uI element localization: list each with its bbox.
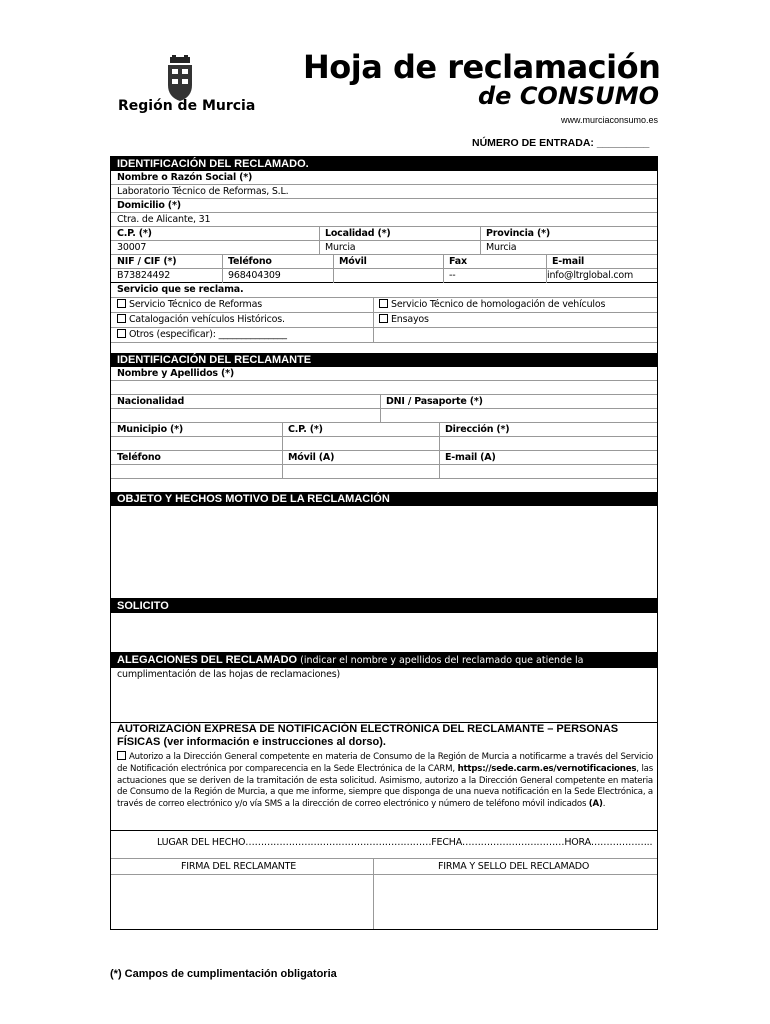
cp-label: C.P. (*) [117, 228, 152, 239]
claimant-cp-label: C.P. (*) [288, 424, 323, 435]
locality-value[interactable]: Murcia [325, 242, 356, 253]
service-option[interactable]: Ensayos [379, 314, 429, 325]
solicito-textarea[interactable] [111, 613, 657, 653]
cp-value[interactable]: 30007 [117, 242, 147, 253]
mobile-label: Móvil [339, 256, 367, 267]
authorization-title: AUTORIZACIÓN EXPRESA DE NOTIFICACIÓN ELECTRÓNICA DEL RECLAMANTE – PERSONAS [117, 723, 619, 735]
region-murcia-logo [150, 55, 210, 103]
alegaciones-note: cumplimentación de las hojas de reclamaciones) [117, 669, 340, 680]
claimant-email-label: E-mail (A) [445, 452, 496, 463]
email-label: E-mail [552, 256, 585, 267]
section-header-reclamante: IDENTIFICACIÓN DEL RECLAMANTE [111, 354, 657, 367]
checkbox[interactable] [379, 299, 388, 308]
claimant-name-label: Nombre y Apellidos (*) [117, 368, 235, 379]
claimant-address-label: Dirección (*) [445, 424, 510, 435]
objeto-textarea[interactable] [111, 506, 657, 599]
name-value[interactable]: Laboratorio Técnico de Reformas, S.L. [117, 186, 289, 197]
section-header-reclamado: IDENTIFICACIÓN DEL RECLAMADO. [111, 157, 657, 171]
dni-label: DNI / Pasaporte (*) [386, 396, 483, 407]
website-url: www.murciaconsumo.es [561, 115, 659, 125]
province-label: Provincia (*) [486, 228, 551, 239]
service-label: Servicio que se reclama. [117, 284, 244, 295]
fax-label: Fax [449, 256, 467, 267]
service-option[interactable]: Servicio Técnico de homologación de vehículos [379, 299, 605, 310]
checkbox[interactable] [117, 314, 126, 323]
form-title: Hoja de reclamación [303, 48, 661, 86]
claimed-signature-label: FIRMA Y SELLO DEL RECLAMADO [438, 861, 590, 872]
nif-label: NIF / CIF (*) [117, 256, 177, 267]
address-value[interactable]: Ctra. de Alicante, 31 [117, 214, 211, 225]
phone-value[interactable]: 968404309 [228, 270, 281, 281]
claimant-phone-label: Teléfono [117, 452, 161, 463]
claimed-signature-box[interactable] [374, 875, 657, 929]
service-option[interactable]: Otros (especificar): _______________ [117, 329, 287, 340]
region-name: Región de Murcia [118, 98, 256, 114]
locality-label: Localidad (*) [325, 228, 391, 239]
place-date-time-line[interactable]: LUGAR DEL HECHO……………………………………………………FECHA……………………………HORA……………….. [157, 837, 653, 848]
fax-value[interactable]: -- [449, 270, 456, 281]
province-value[interactable]: Murcia [486, 242, 517, 253]
service-option[interactable]: Servicio Técnico de Reformas [117, 299, 262, 310]
authorization-title-2: FÍSICAS (ver información e instrucciones al dorso). [117, 736, 386, 748]
claimant-signature-box[interactable] [111, 875, 373, 929]
municipality-cp-address-input[interactable] [111, 437, 657, 451]
name-label: Nombre o Razón Social (*) [117, 172, 253, 183]
section-header-alegaciones: ALEGACIONES DEL RECLAMADO (indicar el nombre y apellidos del reclamado que atiende la [111, 653, 657, 668]
complaint-form [110, 156, 658, 930]
address-label: Domicilio (*) [117, 200, 181, 211]
nif-value[interactable]: B73824492 [117, 270, 171, 281]
entry-number-label: NÚMERO DE ENTRADA: _________ [472, 137, 650, 149]
checkbox[interactable] [117, 329, 126, 338]
claimant-name-input[interactable] [111, 381, 657, 395]
service-option[interactable]: Catalogación vehículos Históricos. [117, 314, 285, 325]
nationality-label: Nacionalidad [117, 396, 185, 407]
section-header-solicito: SOLICITO [111, 599, 657, 613]
section-header-objeto: OBJETO Y HECHOS MOTIVO DE LA RECLAMACIÓN [111, 493, 657, 506]
checkbox[interactable] [117, 299, 126, 308]
form-subtitle: de CONSUMO [478, 82, 659, 110]
phone-label: Teléfono [228, 256, 272, 267]
phone-mobile-email-input[interactable] [111, 465, 657, 479]
claimant-mobile-label: Móvil (A) [288, 452, 335, 463]
required-fields-note: (*) Campos de cumplimentación obligatoria [110, 968, 337, 980]
checkbox[interactable] [379, 314, 388, 323]
nationality-dni-input[interactable] [111, 409, 657, 423]
municipality-label: Municipio (*) [117, 424, 184, 435]
alegaciones-textarea[interactable] [111, 683, 657, 723]
email-value[interactable]: info@ltrglobal.com [547, 270, 634, 281]
claimant-signature-label: FIRMA DEL RECLAMANTE [181, 861, 297, 872]
authorization-text: Autorizo a la Dirección General competente en materia de Consumo de la Región de Murcia a notificarme a través del Servicio de Notificación electrónica por comparecencia en la Sede Electrónica de la CARM, https://sede.carm.es/vernotificaciones, las actuaciones que se deriven de la tramitación de esta solicitud. Asimismo, autorizo a la Dirección General competente en materia de Consumo de la Región de Murcia, a que me informe, siempre que disponga de una nueva notificación en la Sede Electrónica, a través de correo electrónico y/o vía SMS a la dirección de correo electrónico y número de teléfono móvil indicados (A). [117, 752, 653, 810]
